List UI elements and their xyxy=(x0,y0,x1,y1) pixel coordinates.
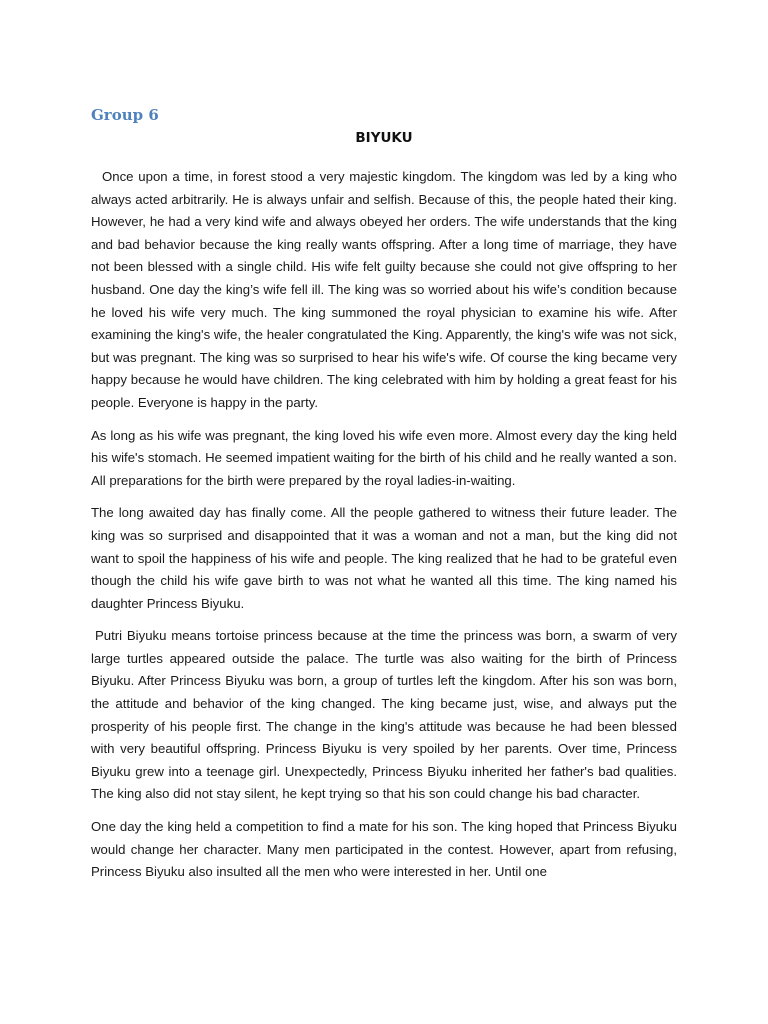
paragraph-2: As long as his wife was pregnant, the king loved his wife even more. Almost every day the king held his wife's stomach. He seemed impatient waiting for the birth of his child and he really wanted a son. All preparations for the birth were prepared by the royal ladies-in-waiting. xyxy=(91,427,677,488)
paragraph-1: Once upon a time, in forest stood a very majestic kingdom. The kingdom was led by a king who always acted arbitrarily. He is always unfair and selfish. Because of this, the people hated their king. However, he had a very kind wife and always obeyed her orders. The wife understands that the king and bad behavior because the king really wants offspring. After a long time of marriage, they have not been blessed with a single child. His wife felt guilty because she could not give offspring to her husband. One day the king’s wife fell ill. The king was so worried about his wife’s condition because he loved his wife very much. The king summoned the royal physician to examine his wife. After examining the king's wife, the healer congratulated the King. Apparently, the king's wife was not sick, but was pregnant. The king was so surprised to hear his wife's wife. Of course the king became very happy because he would have children. The king celebrated with him by holding a great feast for his people. Everyone is happy in the party. xyxy=(91,169,677,410)
group-heading: Group 6 xyxy=(91,106,159,124)
paragraph-3: The long awaited day has finally come. All the people gathered to witness their future leader. The king was so surprised and disappointed that it was a woman and not a man, but the king did not want to spoil the happiness of his wife and people. The king realized that he had to be grateful even though the child his wife gave birth to was not what he wanted all this time. The king named his daughter Princess Biyuku. xyxy=(91,505,677,611)
paragraph-4: Putri Biyuku means tortoise princess because at the time the princess was born, a swarm of very large turtles appeared outside the palace. The turtle was also waiting for the birth of Princess Biyuku. After Princess Biyuku was born, a group of turtles left the kingdom. After his son was born, the attitude and behavior of the king changed. The king became just, wise, and always put the prosperity of his people first. The change in the king's attitude was because he had been blessed with very beautiful offspring. Princess Biyuku is very spoiled by her parents. Over time, Princess Biyuku grew into a teenage girl. Unexpectedly, Princess Biyuku inherited her father's bad qualities. The king also did not stay silent, he kept trying so that his son could change his bad character. xyxy=(91,628,677,802)
story-body xyxy=(91,166,677,894)
paragraph-5: One day the king held a competition to find a mate for his son. The king hoped that Princess Biyuku would change her character. Many men participated in the contest. However, apart from refusing, Princess Biyuku also insulted all the men who were interested in her. Until one xyxy=(91,819,677,880)
story-title: BIYUKU xyxy=(355,130,413,146)
